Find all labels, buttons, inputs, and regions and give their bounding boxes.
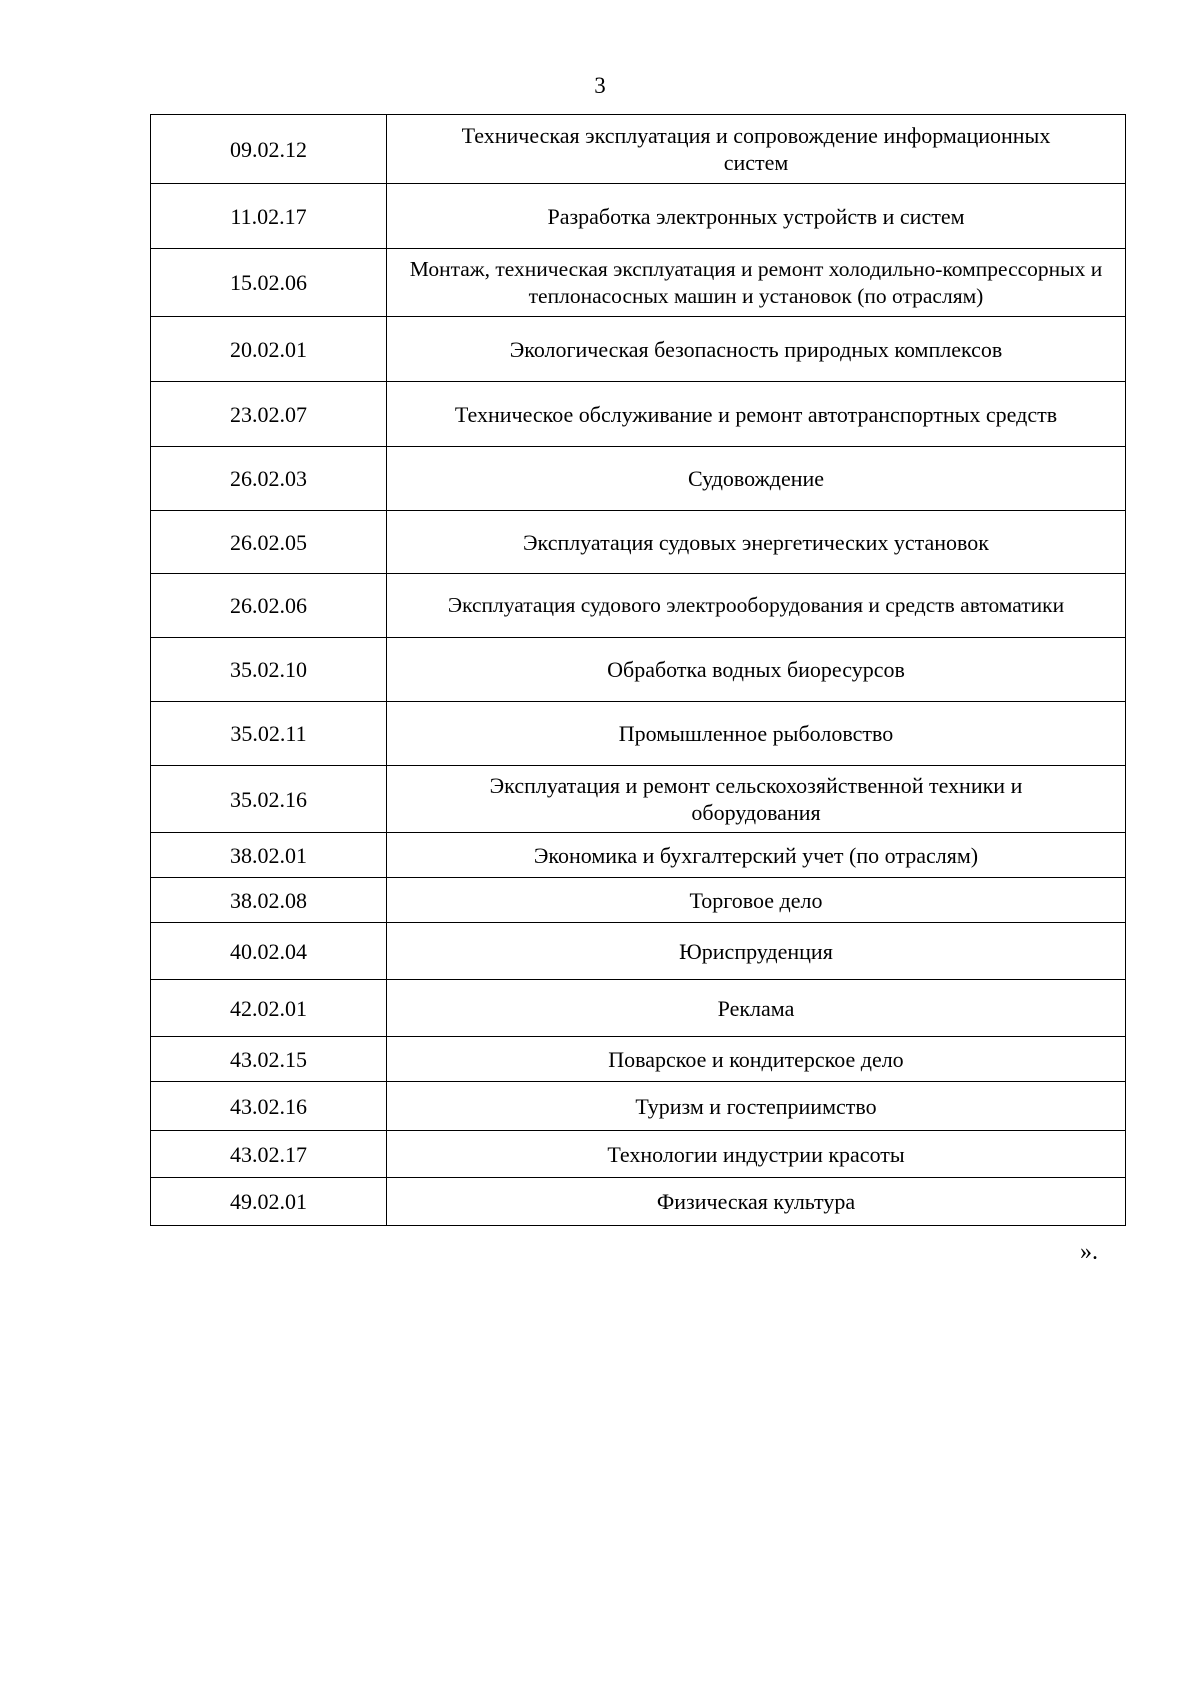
specialty-name: Монтаж, техническая эксплуатация и ремонт холодильно-компрессорных и теплонасосных машин и установок (по отраслям) bbox=[387, 249, 1126, 317]
specialty-code: 26.02.03 bbox=[151, 447, 387, 511]
specialty-name: Техническая эксплуатация и сопровождение информационных систем bbox=[387, 115, 1126, 184]
specialty-name: Обработка водных биоресурсов bbox=[387, 638, 1126, 702]
table-row bbox=[151, 317, 1126, 382]
specialty-code: 38.02.01 bbox=[151, 833, 387, 878]
table-row bbox=[151, 1082, 1126, 1131]
specialty-code: 38.02.08 bbox=[151, 878, 387, 923]
specialty-code: 35.02.16 bbox=[151, 766, 387, 833]
specialties-table bbox=[150, 114, 1126, 1226]
specialty-name: Юриспруденция bbox=[387, 923, 1126, 980]
specialty-name: Реклама bbox=[387, 980, 1126, 1037]
specialty-code: 09.02.12 bbox=[151, 115, 387, 184]
table-row bbox=[151, 1131, 1126, 1178]
table-row bbox=[151, 382, 1126, 447]
specialty-name: Техническое обслуживание и ремонт автотранспортных средств bbox=[387, 382, 1126, 447]
specialty-name: Разработка электронных устройств и систем bbox=[387, 184, 1126, 249]
table-row bbox=[151, 638, 1126, 702]
specialty-name: Туризм и гостеприимство bbox=[387, 1082, 1126, 1131]
specialty-code: 11.02.17 bbox=[151, 184, 387, 249]
specialty-code: 23.02.07 bbox=[151, 382, 387, 447]
table-row bbox=[151, 574, 1126, 638]
specialty-code: 35.02.11 bbox=[151, 702, 387, 766]
page-number: 3 bbox=[594, 73, 606, 98]
table-row bbox=[151, 184, 1126, 249]
table-row bbox=[151, 447, 1126, 511]
specialty-name: Поварское и кондитерское дело bbox=[387, 1037, 1126, 1082]
specialty-name: Судовождение bbox=[387, 447, 1126, 511]
specialty-code: 42.02.01 bbox=[151, 980, 387, 1037]
table-row bbox=[151, 980, 1126, 1037]
table-row bbox=[151, 1037, 1126, 1082]
specialty-name: Экономика и бухгалтерский учет (по отраслям) bbox=[387, 833, 1126, 878]
closing-quote-mark: ». bbox=[1080, 1239, 1098, 1265]
specialty-code: 43.02.16 bbox=[151, 1082, 387, 1131]
specialty-name: Эксплуатация судового электрооборудования и средств автоматики bbox=[387, 574, 1126, 638]
table-row bbox=[151, 249, 1126, 317]
specialty-name: Промышленное рыболовство bbox=[387, 702, 1126, 766]
specialty-code: 35.02.10 bbox=[151, 638, 387, 702]
specialty-code: 15.02.06 bbox=[151, 249, 387, 317]
table-row bbox=[151, 702, 1126, 766]
specialty-code: 20.02.01 bbox=[151, 317, 387, 382]
specialty-name: Технологии индустрии красоты bbox=[387, 1131, 1126, 1178]
table-row bbox=[151, 923, 1126, 980]
specialty-name: Эксплуатация и ремонт сельскохозяйственной техники и оборудования bbox=[387, 766, 1126, 833]
table-row bbox=[151, 833, 1126, 878]
specialty-code: 26.02.05 bbox=[151, 511, 387, 574]
table-row bbox=[151, 115, 1126, 184]
specialty-code: 43.02.15 bbox=[151, 1037, 387, 1082]
specialty-code: 26.02.06 bbox=[151, 574, 387, 638]
specialty-code: 40.02.04 bbox=[151, 923, 387, 980]
specialty-name: Эксплуатация судовых энергетических установок bbox=[387, 511, 1126, 574]
specialty-code: 49.02.01 bbox=[151, 1178, 387, 1226]
specialty-name: Физическая культура bbox=[387, 1178, 1126, 1226]
table-row bbox=[151, 766, 1126, 833]
table-row bbox=[151, 1178, 1126, 1226]
specialty-name: Экологическая безопасность природных комплексов bbox=[387, 317, 1126, 382]
table-row bbox=[151, 511, 1126, 574]
table-row bbox=[151, 878, 1126, 923]
specialty-name: Торговое дело bbox=[387, 878, 1126, 923]
specialty-code: 43.02.17 bbox=[151, 1131, 387, 1178]
